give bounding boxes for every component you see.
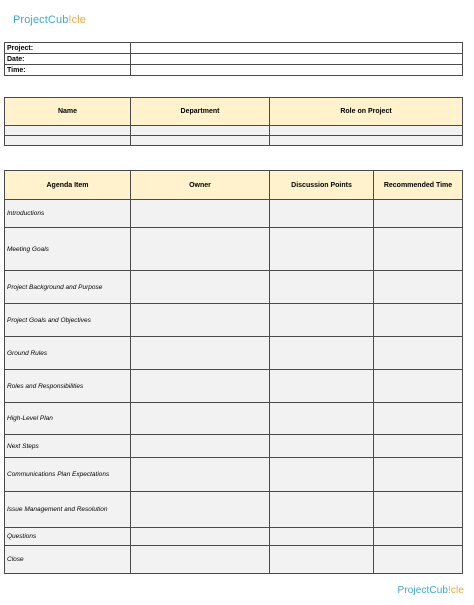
agenda-table	[4, 170, 463, 574]
department-cell[interactable]	[131, 126, 270, 136]
discussion-points-cell[interactable]	[270, 200, 374, 228]
time-value-field[interactable]	[131, 65, 463, 76]
table-row	[5, 492, 463, 528]
recommended-time-cell[interactable]	[374, 492, 463, 528]
recommended-time-cell[interactable]	[374, 458, 463, 492]
discussion-points-cell[interactable]	[270, 228, 374, 271]
discussion-points-cell[interactable]	[270, 546, 374, 574]
agenda-item-cell: Ground Rules	[5, 337, 131, 370]
logo-text-part1: ProjectCub	[397, 585, 449, 596]
agenda-item-cell: Project Goals and Objectives	[5, 304, 131, 337]
discussion-points-cell[interactable]	[270, 435, 374, 458]
department-cell[interactable]	[131, 136, 270, 146]
agenda-item-cell: High-Level Plan	[5, 403, 131, 435]
recommended-time-column-header: Recommended Time	[374, 171, 463, 200]
recommended-time-cell[interactable]	[374, 435, 463, 458]
date-label: Date:	[5, 54, 131, 65]
logo-text-part2: !	[68, 14, 72, 26]
agenda-item-cell: Communications Plan Expectations	[5, 458, 131, 492]
agenda-item-cell: Next Steps	[5, 435, 131, 458]
discussion-points-cell[interactable]	[270, 403, 374, 435]
table-row	[5, 528, 463, 546]
role-column-header: Role on Project	[270, 98, 463, 126]
attendees-header-row	[5, 98, 463, 126]
logo-text-part1: ProjectCub	[13, 14, 69, 26]
table-row	[5, 435, 463, 458]
recommended-time-cell[interactable]	[374, 403, 463, 435]
meeting-info-table	[4, 42, 463, 76]
table-row	[5, 126, 463, 136]
table-row	[5, 136, 463, 146]
project-value-field[interactable]	[131, 43, 463, 54]
owner-cell[interactable]	[131, 528, 270, 546]
date-value-field[interactable]	[131, 54, 463, 65]
recommended-time-cell[interactable]	[374, 271, 463, 304]
owner-cell[interactable]	[131, 304, 270, 337]
owner-cell[interactable]	[131, 337, 270, 370]
agenda-item-cell: Meeting Goals	[5, 228, 131, 271]
owner-cell[interactable]	[131, 228, 270, 271]
table-row	[5, 271, 463, 304]
table-row	[5, 546, 463, 574]
agenda-item-cell: Project Background and Purpose	[5, 271, 131, 304]
discussion-points-cell[interactable]	[270, 370, 374, 403]
recommended-time-cell[interactable]	[374, 528, 463, 546]
attendees-table	[4, 97, 463, 146]
owner-cell[interactable]	[131, 271, 270, 304]
discussion-points-cell[interactable]	[270, 337, 374, 370]
owner-cell[interactable]	[131, 403, 270, 435]
logo-text-part3: cle	[450, 585, 464, 596]
footer-brand-logo	[398, 585, 464, 596]
brand-logo	[13, 14, 86, 26]
agenda-item-column-header: Agenda Item	[5, 171, 131, 200]
recommended-time-cell[interactable]	[374, 370, 463, 403]
table-row	[5, 337, 463, 370]
project-row	[5, 43, 463, 54]
table-row	[5, 458, 463, 492]
agenda-item-cell: Issue Management and Resolution	[5, 492, 131, 528]
department-column-header: Department	[131, 98, 270, 126]
recommended-time-cell[interactable]	[374, 337, 463, 370]
table-row	[5, 304, 463, 337]
owner-cell[interactable]	[131, 435, 270, 458]
discussion-points-cell[interactable]	[270, 271, 374, 304]
agenda-item-cell: Close	[5, 546, 131, 574]
agenda-header-row	[5, 171, 463, 200]
name-cell[interactable]	[5, 136, 131, 146]
recommended-time-cell[interactable]	[374, 546, 463, 574]
recommended-time-cell[interactable]	[374, 304, 463, 337]
agenda-item-cell: Questions	[5, 528, 131, 546]
time-row	[5, 65, 463, 76]
recommended-time-cell[interactable]	[374, 200, 463, 228]
discussion-points-cell[interactable]	[270, 458, 374, 492]
recommended-time-cell[interactable]	[374, 228, 463, 271]
time-label: Time:	[5, 65, 131, 76]
owner-cell[interactable]	[131, 458, 270, 492]
name-cell[interactable]	[5, 126, 131, 136]
discussion-points-cell[interactable]	[270, 528, 374, 546]
logo-text-part2: !	[448, 585, 451, 596]
owner-column-header: Owner	[131, 171, 270, 200]
table-row	[5, 370, 463, 403]
table-row	[5, 200, 463, 228]
project-label: Project:	[5, 43, 131, 54]
agenda-item-cell: Roles and Responsibilities	[5, 370, 131, 403]
role-cell[interactable]	[270, 126, 463, 136]
owner-cell[interactable]	[131, 492, 270, 528]
table-row	[5, 403, 463, 435]
table-row	[5, 228, 463, 271]
discussion-points-cell[interactable]	[270, 492, 374, 528]
owner-cell[interactable]	[131, 200, 270, 228]
agenda-item-cell: Introductions	[5, 200, 131, 228]
logo-text-part3: cle	[71, 14, 86, 26]
owner-cell[interactable]	[131, 546, 270, 574]
name-column-header: Name	[5, 98, 131, 126]
discussion-points-cell[interactable]	[270, 304, 374, 337]
owner-cell[interactable]	[131, 370, 270, 403]
discussion-points-column-header: Discussion Points	[270, 171, 374, 200]
date-row	[5, 54, 463, 65]
role-cell[interactable]	[270, 136, 463, 146]
